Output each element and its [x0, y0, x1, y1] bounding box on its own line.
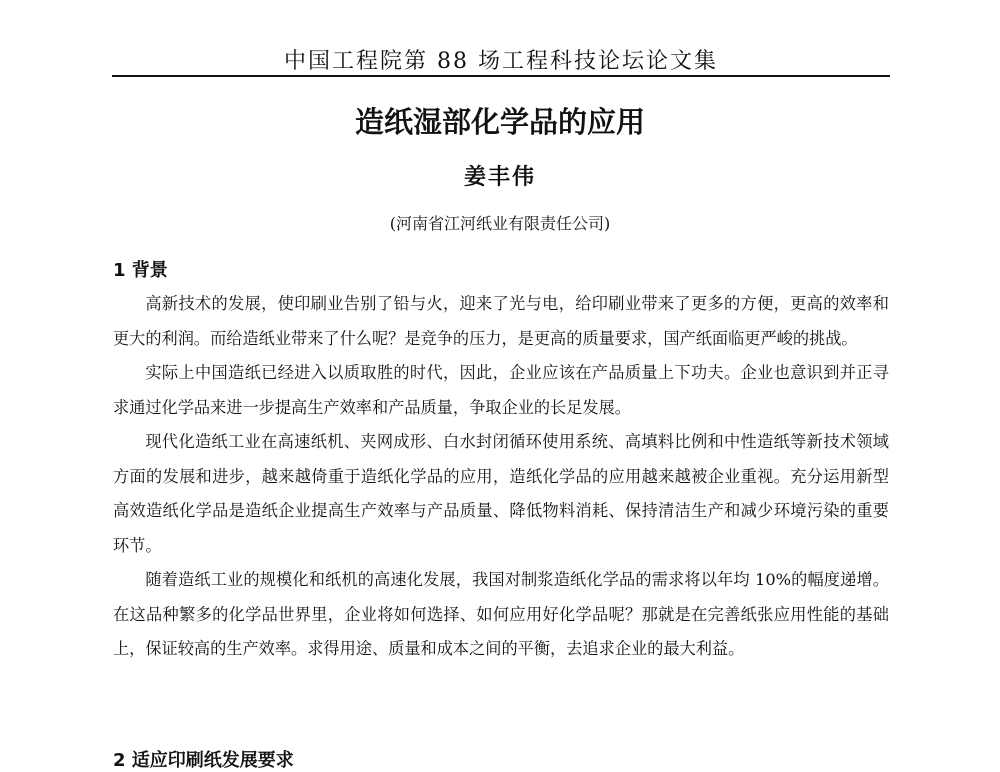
running-header: 中国工程院第 88 场工程科技论坛论文集 — [284, 49, 718, 74]
section-body — [113, 287, 889, 667]
paragraph: 实际上中国造纸已经进入以质取胜的时代，因此，企业应该在产品质量上下功夫。企业也意识到并正寻求通过化学品来进一步提高生产效率和产品质量，争取企业的长足发展。 — [113, 363, 889, 417]
section-heading-next: 2 适应印刷纸发展要求 — [113, 750, 294, 771]
author-name: 姜丰伟 — [463, 164, 536, 190]
paragraph: 现代化造纸工业在高速纸机、夹网成形、白水封闭循环使用系统、高填料比例和中性造纸等新技术领域方面的发展和进步，越来越倚重于造纸化学品的应用，造纸化学品的应用越来越被企业重视。充分运用新型高效造纸化学品是造纸企业提高生产效率与产品质量、降低物料消耗、保持清洁生产和减少环境污染的重要环节。 — [113, 432, 889, 555]
paragraph: 随着造纸工业的规模化和纸机的高速化发展，我国对制浆造纸化学品的需求将以年均 10%的幅度递增。在这品种繁多的化学品世界里，企业将如何选择、如何应用好化学品呢？那就是在完善纸张应用性能的基础上，保证较高的生产效率。求得用途、质量和成本之间的平衡，去追求企业的最大利益。 — [113, 570, 889, 658]
section-heading-background: 1 背景 — [113, 260, 168, 281]
paper-title: 造纸湿部化学品的应用 — [354, 105, 645, 139]
header-rule — [112, 75, 890, 77]
author-affiliation: (河南省江河纸业有限责任公司) — [389, 214, 611, 233]
paragraph: 高新技术的发展，使印刷业告别了铅与火，迎来了光与电，给印刷业带来了更多的方便，更高的效率和更大的利润。而给造纸业带来了什么呢？是竞争的压力，是更高的质量要求，国产纸面临更严峻的挑战。 — [113, 294, 889, 348]
